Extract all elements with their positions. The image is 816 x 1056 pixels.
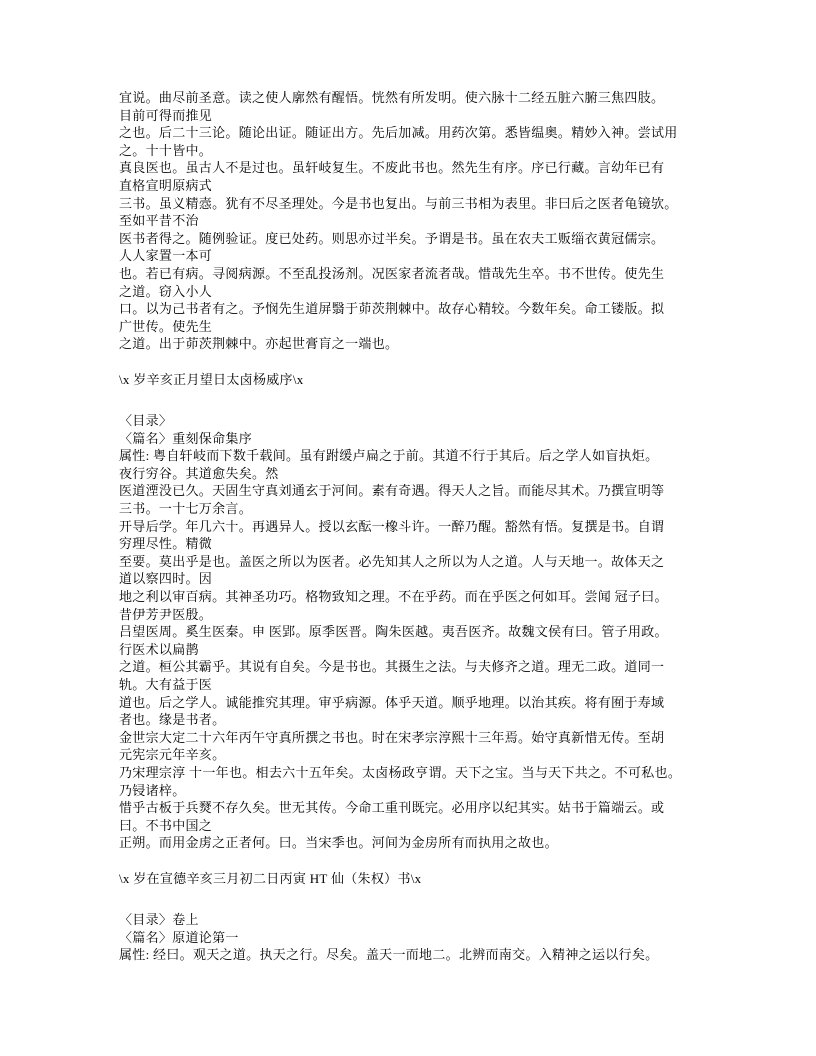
text-line: 乃宋理宗淳 十一年也。相去六十五年矣。太卤杨政亨谓。天下之宝。当与天下共之。不可私也。 <box>119 764 682 780</box>
text-line: 目前可得而推见 <box>119 107 213 123</box>
signature-line: \x 岁在宣德辛亥三月初二日丙寅 HT 仙（朱权）书\x <box>119 870 422 886</box>
text-line: 元宪宗元年辛亥。 <box>119 747 226 763</box>
text-line: 人人家置一本可 <box>119 248 213 264</box>
text-line: 行医术以扁鹊 <box>119 641 199 657</box>
text-line: 夜行穷谷。其道愈失矣。然 <box>119 465 279 481</box>
text-line: 开导后学。年几六十。再遇异人。授以玄酝一橡斗许。一醉乃醒。豁然有悟。复撰是书。自谓 <box>119 518 665 534</box>
text-line: 道以察四时。因 <box>119 571 213 587</box>
chapter-title: 〈篇名〉重刻保命集序 <box>119 430 253 446</box>
signature-line: \x 岁辛亥正月望日太卤杨威序\x <box>119 371 304 387</box>
section-chongke-baoming-ji-xu <box>119 412 710 887</box>
text-line: 乃锓诸梓。 <box>119 782 186 798</box>
text-line: 正朔。而用金虏之正者何。曰。当宋季也。河间为金房所有而执用之故也。 <box>119 835 558 851</box>
text-line: 口。以为己书者有之。予悯先生道屏翳于茆茨荆棘中。故存心精较。今数年矣。命工镂版。拟 <box>119 301 665 317</box>
text-line: 金世宗大定二十六年丙午守真所撰之书也。时在宋孝宗淳熙十三年焉。始守真新惜无传。至胡 <box>119 729 665 745</box>
text-line: 三书。一十七万余言。 <box>119 501 253 517</box>
text-line: 昔伊芳尹医殷。 <box>119 606 213 622</box>
text-line: 直格宣明原病式 <box>119 177 213 193</box>
toc-marker: 〈目录〉 <box>119 413 173 429</box>
text-line: 宜说。曲尽前圣意。读之使人廓然有醒悟。恍然有所发明。使六脉十二经五脏六腑三焦四肢。 <box>119 90 665 105</box>
text-line: 属性: 经曰。观天之道。执天之行。尽矣。盖天一而地二。北辨而南交。入精神之运以行矣。 <box>119 947 659 963</box>
section-yuandao-lun-1 <box>119 911 710 964</box>
text-line: 三书。虽义精悫。犹有不尽圣理处。今是书也复出。与前三书相为表里。非曰后之医者龟镜欤。 <box>119 195 678 211</box>
text-line: 之道。出于茆茨荆棘中。亦起世膏肓之一端也。 <box>119 336 399 352</box>
text-line: 之。十十皆中。 <box>119 142 213 158</box>
text-line: 之道。桓公其霸乎。其说有自矣。今是书也。其摄生之法。与夫修齐之道。理无二政。道同一 <box>119 659 665 675</box>
text-line: 地之利以审百病。其神圣功巧。格物致知之理。不在乎药。而在乎医之何如耳。尝闻 冠子曰。 <box>119 589 668 605</box>
text-line: 惜乎古板于兵燹不存久矣。世无其传。今命工重刊既完。必用序以纪其实。姑书于篇端云。或 <box>119 800 665 816</box>
text-line: 者也。缘是书者。 <box>119 712 226 728</box>
text-line: 广世传。使先生 <box>119 318 213 334</box>
text-line: 属性: 粤自轩岐而下数千载间。虽有跗缓卢扁之于前。其道不行于其后。后之学人如盲执炬。 <box>119 448 659 464</box>
text-line: 吕望医周。奚生医秦。申 医郢。原季医晋。陶朱医越。夷吾医齐。故魏文侯有曰。管子用政。 <box>119 624 668 640</box>
text-line: 之道。窃入小人 <box>119 283 213 299</box>
chapter-title: 〈篇名〉原道论第一 <box>119 929 239 945</box>
text-line: 医书者得之。随例验证。度已处药。则思亦过半矣。予谓是书。虽在农夫工贩缁衣黄冠儒宗。 <box>119 230 665 246</box>
toc-marker: 〈目录〉卷上 <box>119 912 199 928</box>
text-line: 道也。后之学人。诚能推究其理。审乎病源。体乎天道。顺乎地理。以治其疾。将有囿于寿域 <box>119 694 665 710</box>
text-line: 轨。大有益于医 <box>119 677 213 692</box>
text-line: 至如平昔不治 <box>119 213 199 229</box>
document-body <box>119 89 710 964</box>
text-line: 医道湮没已久。天固生守真刘通玄于河间。素有奇遇。得天人之旨。而能尽其术。乃撰宣明等 <box>119 483 665 499</box>
text-line: 也。若已有病。寻阅病源。不至乱投汤剂。况医家者流者哉。惜哉先生卒。书不世传。使先生 <box>119 265 665 281</box>
section-preface-continuation-yangwei <box>119 89 710 388</box>
text-line: 曰。不书中国之 <box>119 817 213 833</box>
text-line: 至要。莫出乎是也。盖医之所以为医者。必先知其人之所以为人之道。人与天地一。故体天之 <box>119 553 665 569</box>
text-line: 之也。后二十三论。随论出证。随证出方。先后加减。用药次第。悉皆缊奥。精妙入神。尝试用 <box>119 125 678 141</box>
text-line: 穷理尽性。精微 <box>119 536 213 552</box>
text-line: 真良医也。虽古人不是过也。虽轩岐复生。不废此书也。然先生有序。序已行藏。言幼年已有 <box>119 160 665 176</box>
